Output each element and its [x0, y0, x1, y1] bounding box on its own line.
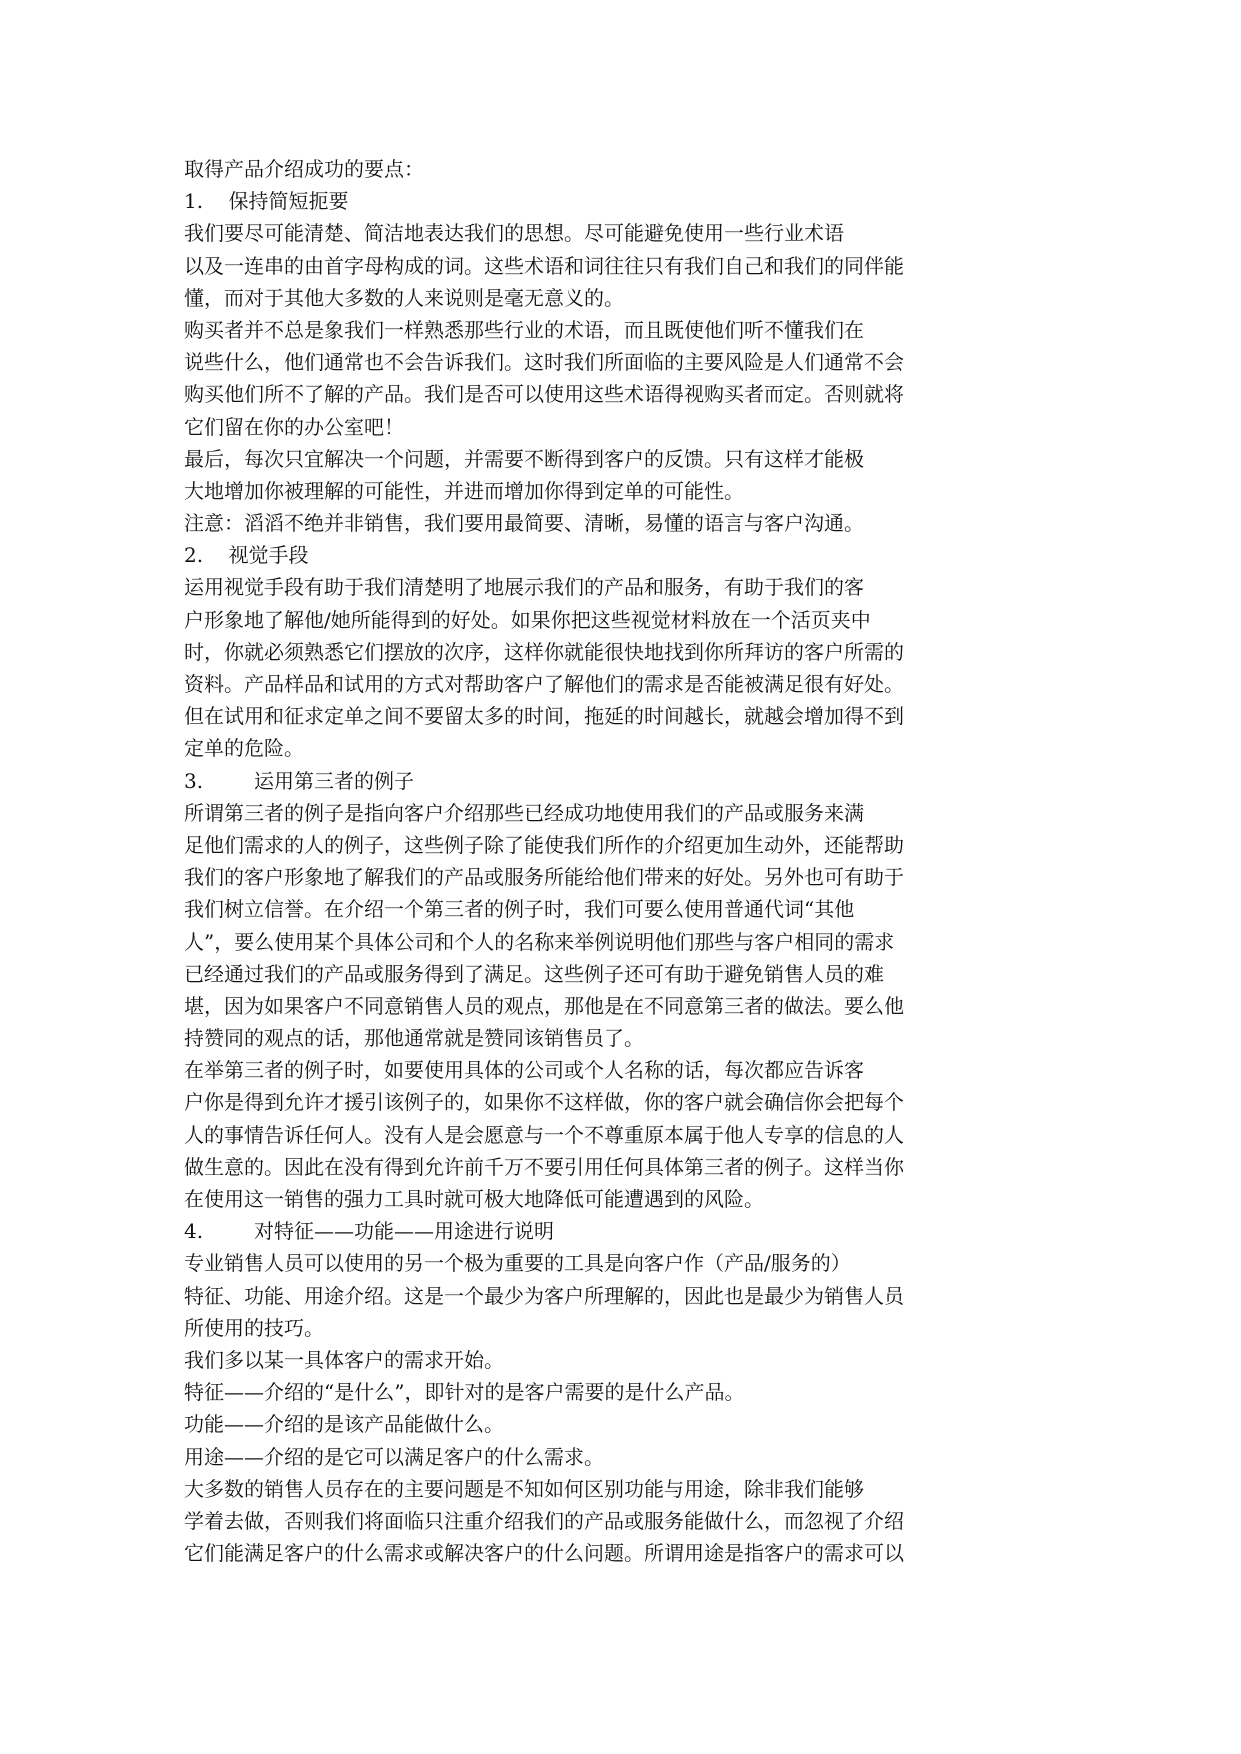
document-line: 足他们需求的人的例子，这些例子除了能使我们所作的介绍更加生动外，还能帮助: [184, 832, 904, 857]
document-line: 注意：滔滔不绝并非销售，我们要用最简要、清晰，易懂的语言与客户沟通。: [184, 511, 864, 536]
document-line: 在举第三者的例子时，如要使用具体的公司或个人名称的话，每次都应告诉客: [184, 1058, 864, 1083]
document-line: 它们能满足客户的什么需求或解决客户的什么问题。所谓用途是指客户的需求可以: [184, 1541, 904, 1566]
document-line: 最后，每次只宜解决一个问题，并需要不断得到客户的反馈。只有这样才能极: [184, 446, 864, 471]
document-line: 以及一连串的由首字母构成的词。这些术语和词往往只有我们自己和我们的同伴能: [184, 253, 904, 278]
document-line: 定单的危险。: [184, 736, 304, 761]
document-line: 户形象地了解他/她所能得到的好处。如果你把这些视觉材料放在一个活页夹中: [184, 607, 871, 632]
document-line: 做生意的。因此在没有得到允许前千万不要引用任何具体第三者的例子。这样当你: [184, 1154, 904, 1179]
document-line: 运用视觉手段有助于我们清楚明了地展示我们的产品和服务，有助于我们的客: [184, 575, 864, 600]
document-line: 所谓第三者的例子是指向客户介绍那些已经成功地使用我们的产品或服务来满: [184, 800, 864, 825]
section-heading-4: 4. 对特征——功能——用途进行说明: [184, 1219, 554, 1244]
document-line: 懂，而对于其他大多数的人来说则是毫无意义的。: [184, 285, 624, 310]
document-line: 堪，因为如果客户不同意销售人员的观点，那他是在不同意第三者的做法。要么他: [184, 993, 904, 1018]
document-line: 时，你就必须熟悉它们摆放的次序，这样你就能很快地找到你所拜访的客户所需的: [184, 639, 904, 664]
document-line: 我们的客户形象地了解我们的产品或服务所能给他们带来的好处。另外也可有助于: [184, 865, 904, 890]
section-heading-1: 1. 保持简短扼要: [184, 189, 349, 214]
document-line: 说些什么，他们通常也不会告诉我们。这时我们所面临的主要风险是人们通常不会: [184, 350, 904, 375]
document-line: 特征——介绍的“是什么”，即针对的是客户需要的是什么产品。: [184, 1380, 745, 1405]
document-line: 功能——介绍的是该产品能做什么。: [184, 1412, 504, 1437]
section-heading-3: 3. 运用第三者的例子: [184, 768, 414, 793]
document-line: 在使用这一销售的强力工具时就可极大地降低可能遭遇到的风险。: [184, 1187, 764, 1211]
document-line: 已经通过我们的产品或服务得到了满足。这些例子还可有助于避免销售人员的难: [184, 961, 884, 986]
document-line: 我们多以某一具体客户的需求开始。: [184, 1347, 504, 1372]
document-line: 它们留在你的办公室吧！: [184, 414, 404, 439]
section-heading-2: 2. 视觉手段: [184, 543, 309, 568]
document-line: 持赞同的观点的话，那他通常就是赞同该销售员了。: [184, 1026, 644, 1051]
document-line: 但在试用和征求定单之间不要留太多的时间，拖延的时间越长，就越会增加得不到: [184, 704, 904, 729]
document-line: 所使用的技巧。: [184, 1315, 324, 1340]
document-line: 人的事情告诉任何人。没有人是会愿意与一个不尊重原本属于他人专享的信息的人: [184, 1122, 904, 1147]
document-line: 我们要尽可能清楚、简洁地表达我们的思想。尽可能避免使用一些行业术语: [184, 221, 844, 246]
document-line: 大多数的销售人员存在的主要问题是不知如何区别功能与用途，除非我们能够: [184, 1476, 864, 1501]
document-line: 人”，要么使用某个具体公司和个人的名称来举例说明他们那些与客户相同的需求: [184, 929, 895, 954]
document-line: 取得产品介绍成功的要点：: [184, 157, 424, 181]
document-line: 用途——介绍的是它可以满足客户的什么需求。: [184, 1444, 604, 1469]
document-line: 户你是得到允许才援引该例子的，如果你不这样做，你的客户就会确信你会把每个: [184, 1090, 904, 1115]
document-line: 大地增加你被理解的可能性，并进而增加你得到定单的可能性。: [184, 478, 744, 503]
document-line: 购买者并不总是象我们一样熟悉那些行业的术语，而且既使他们听不懂我们在: [184, 317, 864, 342]
document-line: 特征、功能、用途介绍。这是一个最少为客户所理解的，因此也是最少为销售人员: [184, 1283, 904, 1308]
document-line: 专业销售人员可以使用的另一个极为重要的工具是向客户作（产品/服务的）: [184, 1251, 851, 1276]
document-line: 我们树立信誉。在介绍一个第三者的例子时，我们可要么使用普通代词“其他: [184, 897, 855, 922]
document-line: 购买他们所不了解的产品。我们是否可以使用这些术语得视购买者而定。否则就将: [184, 382, 904, 407]
document-body: [184, 153, 984, 1569]
document-line: 资料。产品样品和试用的方式对帮助客户了解他们的需求是否能被满足很有好处。: [184, 672, 904, 696]
document-line: 学着去做，否则我们将面临只注重介绍我们的产品或服务能做什么，而忽视了介绍: [184, 1508, 904, 1533]
